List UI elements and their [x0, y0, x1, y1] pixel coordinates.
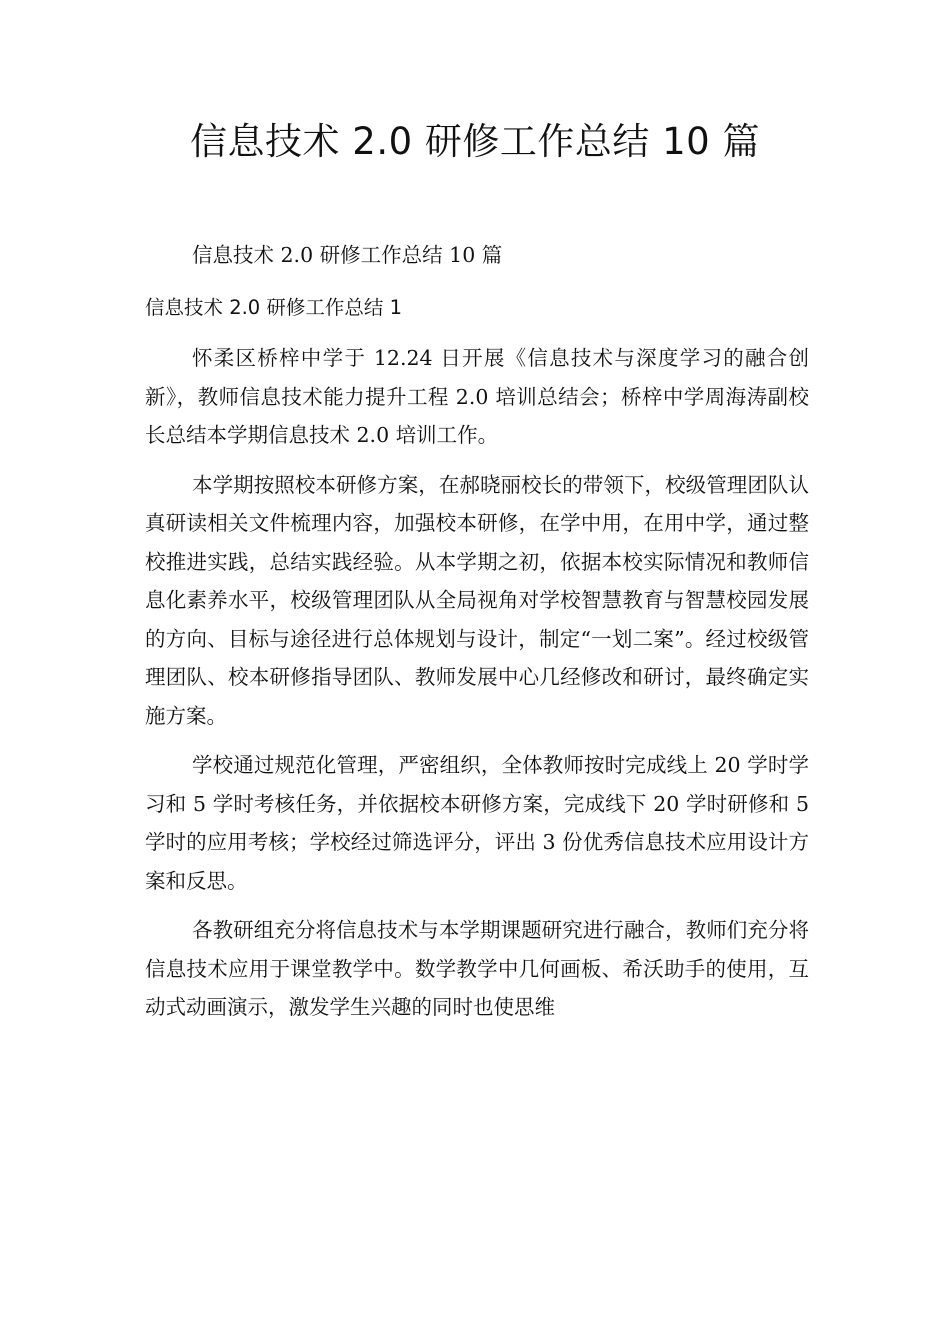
paragraph-2: 本学期按照校本研修方案，在郝晓丽校长的带领下，校级管理团队认真研读相关文件梳理内容，加强校本研修，在学中用，在用中学，通过整校推进实践，总结实践经验。从本学期之初，依据本校实际情况和教师信息化素养水平，校级管理团队从全局视角对学校智慧教育与智慧校园发展的方向、目标与途径进行总体规划与设计，制定“一划二案”。经过校级管理团队、校本研修指导团队、教师发展中心几经修改和研讨，最终确定实施方案。	[145, 472, 809, 728]
paragraph-1: 怀柔区桥梓中学于 12.24 日开展《信息技术与深度学习的融合创新》，教师信息技术能力提升工程 2.0 培训总结会；桥梓中学周海涛副校长总结本学期信息技术 2.0 培训工作。	[145, 346, 809, 447]
document-body	[145, 236, 809, 1038]
document-title: 信息技术 2.0 研修工作总结 10 篇	[190, 120, 760, 163]
document-subtitle: 信息技术 2.0 研修工作总结 10 篇	[192, 243, 503, 267]
paragraph-3: 学校通过规范化管理，严密组织，全体教师按时完成线上 20 学时学习和 5 学时考核任务，并依据校本研修方案，完成线下 20 学时研修和 5 学时的应用考核；学校经过筛选评分，评出 3 份优秀信息技术应用设计方案和反思。	[145, 753, 809, 893]
paragraph-4: 各教研组充分将信息技术与本学期课题研究进行融合，教师们充分将信息技术应用于课堂教学中。数学教学中几何画板、希沃助手的使用，互动式动画演示，激发学生兴趣的同时也使思维	[145, 918, 809, 1019]
section-heading: 信息技术 2.0 研修工作总结 1	[145, 295, 403, 319]
